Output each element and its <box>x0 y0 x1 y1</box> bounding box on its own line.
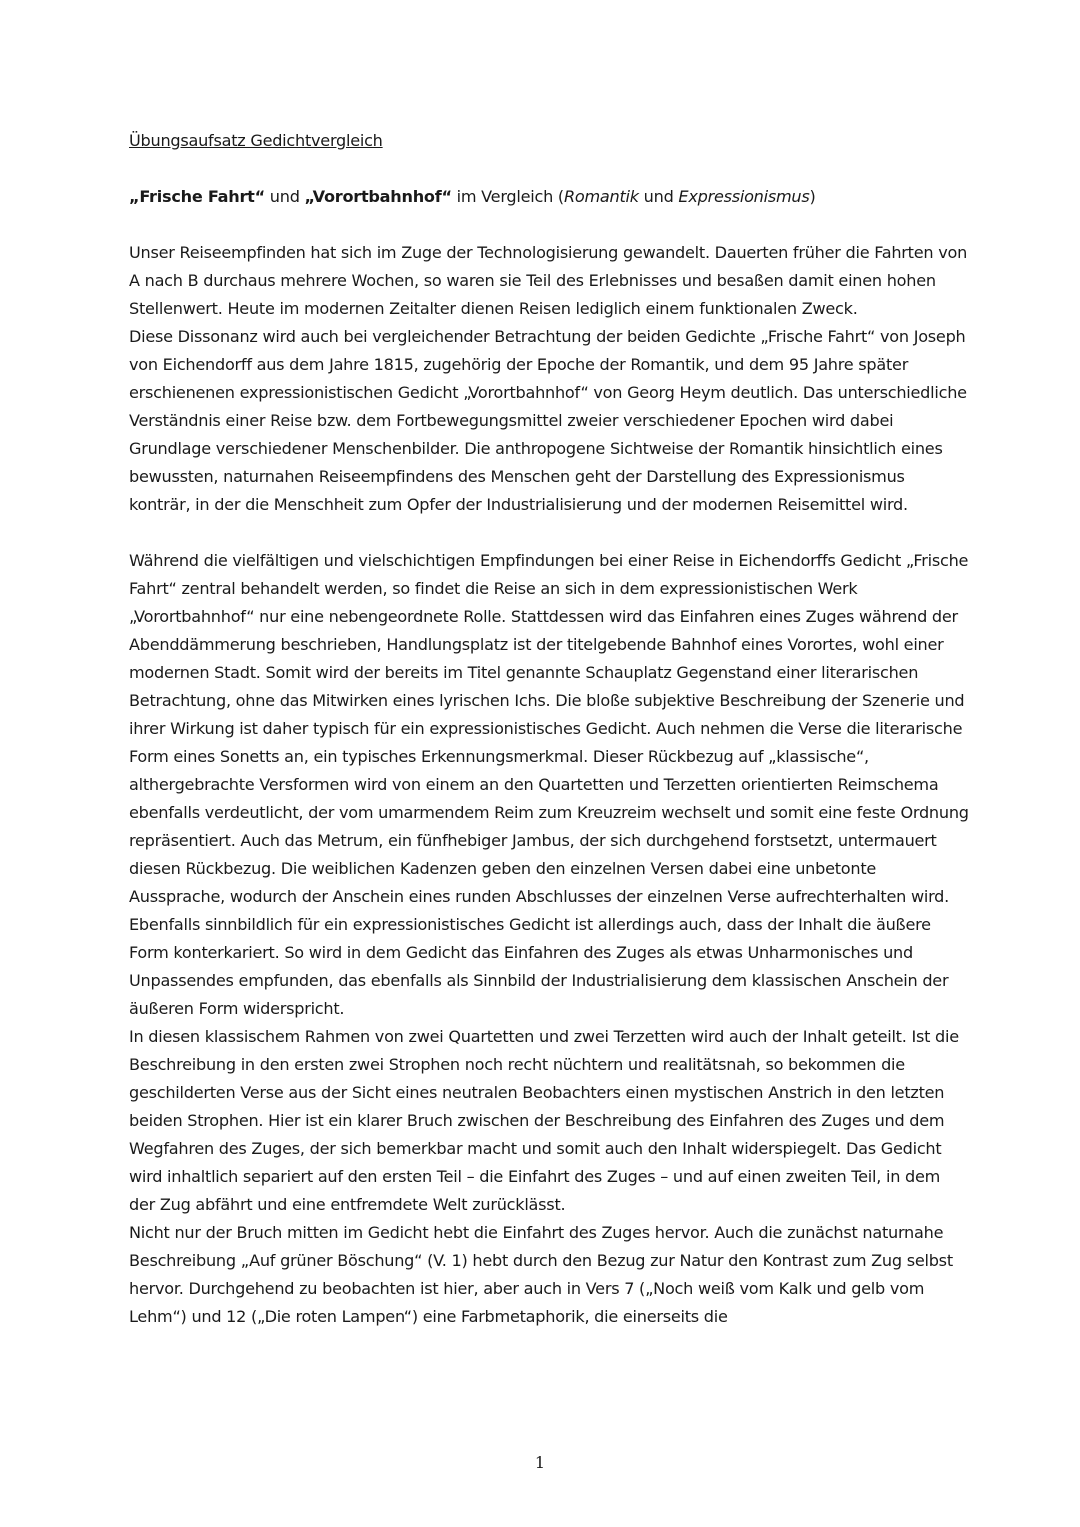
paragraph-analysis: Während die vielfältigen und vielschichtigen Empfindungen bei einer Reise in Eichendorffs Gedicht „Frische Fahrt“ zentral behandelt werden, so findet die Reise an sich in dem expressionistischen Werk „Vorortbahnhof“ nur eine nebengeordnete Rolle. Stattdessen wird das Einfahren eines Zuges während der Abenddämmerung beschrieben, Handlungsplatz ist der titelgebende Bahnhof eines Vorortes, wohl einer modernen Stadt. Somit wird der bereits im Titel genannte Schauplatz Gegenstand einer literarischen Betrachtung, ohne das Mitwirken eines lyrischen Ichs. Die bloße subjektive Beschreibung der Szenerie und ihrer Wirkung ist daher typisch für ein expressionistisches Gedicht. Auch nehmen die Verse die literarische Form eines Sonetts an, ein typisches Erkennungsmerkmal. Dieser Rückbezug auf „klassische“, althergebrachte Versformen wird von einem an den Quartetten und Terzetten orientierten Reimschema ebenfalls verdeutlicht, der vom umarmendem Reim zum Kreuzreim wechselt und somit eine feste Ordnung repräsentiert. Auch das Metrum, ein fünfhebiger Jambus, der sich durchgehend forstsetzt, untermauert diesen Rückbezug. Die weiblichen Kadenzen geben den einzelnen Versen dabei eine unbetonte Aussprache, wodurch der Anschein eines runden Abschlusses der einzelnen Verse aufrechterhalten wird. Ebenfalls sinnbildlich für ein expressionistisches Gedicht ist allerdings auch, dass der Inhalt die äußere Form konterkariert. So wird in dem Gedicht das Einfahren des Zuges als etwas Unharmonisches und Unpassendes empfunden, das ebenfalls als Sinnbild der Industrialisierung dem klassischen Anschein der äußeren Form widerspricht. <box>129 551 969 1018</box>
subtitle-middle: im Vergleich ( <box>451 187 564 206</box>
paragraph-intro: Unser Reiseempfinden hat sich im Zuge der Technologisierung gewandelt. Dauerten früher die Fahrten von A nach B durchaus mehrere Wochen, so waren sie Teil des Erlebnisses und besaßen damit einen hohen Stellenwert. Heute im modernen Zeitalter dienen Reisen lediglich einem funktionalen Zweck. <box>129 243 968 318</box>
paragraph-structure: In diesen klassischem Rahmen von zwei Quartetten und zwei Terzetten wird auch der Inhalt geteilt. Ist die Beschreibung in den ersten zwei Strophen noch recht nüchtern und realitätsnah, so bekommen die geschilderten Verse aus der Sicht eines neutralen Beobachters einen mystischen Anstrich in den letzten beiden Strophen. Hier ist ein klarer Bruch zwischen der Beschreibung des Einfahren des Zuges und dem Wegfahren des Zuges, der sich bemerkbar macht und somit auch den Inhalt widerspiegelt. Das Gedicht wird inhaltlich separiert auf den ersten Teil – die Einfahrt des Zuges – und auf einen zweiten Teil, in dem der Zug abfährt und eine entfremdete Welt zurücklässt. <box>129 1027 959 1214</box>
epoch-romantik: Romantik <box>563 187 639 206</box>
subtitle-end: ) <box>809 187 816 206</box>
subtitle-and-1: und <box>264 187 305 206</box>
paragraph-dissonance: Diese Dissonanz wird auch bei vergleichender Betrachtung der beiden Gedichte „Frische Fahrt“ von Joseph von Eichendorff aus dem Jahre 1815, zugehörig der Epoche der Romantik, und dem 95 Jahre später erschienenen expressionistischen Gedicht „Vorortbahnhof“ von Georg Heym deutlich. Das unterschiedliche Verständnis einer Reise bzw. dem Fortbewegungsmittel zweier verschiedener Epochen wird dabei Grundlage verschiedener Menschenbilder. Die anthropogene Sichtweise der Romantik hinsichtlich eines bewussten, naturnahen Reiseempfindens des Menschen geht der Darstellung des Expressionismus konträr, in der die Menschheit zum Opfer der Industrialisierung und der modernen Reisemittel wird. <box>129 327 967 514</box>
title-frische-fahrt: „Frische Fahrt“ <box>129 187 265 206</box>
title-vorortbahnhof: „Vorortbahnhof“ <box>304 187 452 206</box>
document-page <box>129 127 969 1331</box>
document-subtitle <box>129 183 969 211</box>
subtitle-and-2: und <box>638 187 679 206</box>
paragraph-contrast: Nicht nur der Bruch mitten im Gedicht hebt die Einfahrt des Zuges hervor. Auch die zunächst naturnahe Beschreibung „Auf grüner Böschung“ (V. 1) hebt durch den Bezug zur Natur den Kontrast zum Zug selbst hervor. Durchgehend zu beobachten ist hier, aber auch in Vers 7 („Noch weiß vom Kalk und gelb vom Lehm“) und 12 („Die roten Lampen“) eine Farbmetaphorik, die einerseits die <box>129 1223 953 1326</box>
page-number: 1 <box>534 1453 546 1472</box>
epoch-expressionismus: Expressionismus <box>678 187 810 206</box>
document-heading: Übungsaufsatz Gedichtvergleich <box>129 131 383 150</box>
